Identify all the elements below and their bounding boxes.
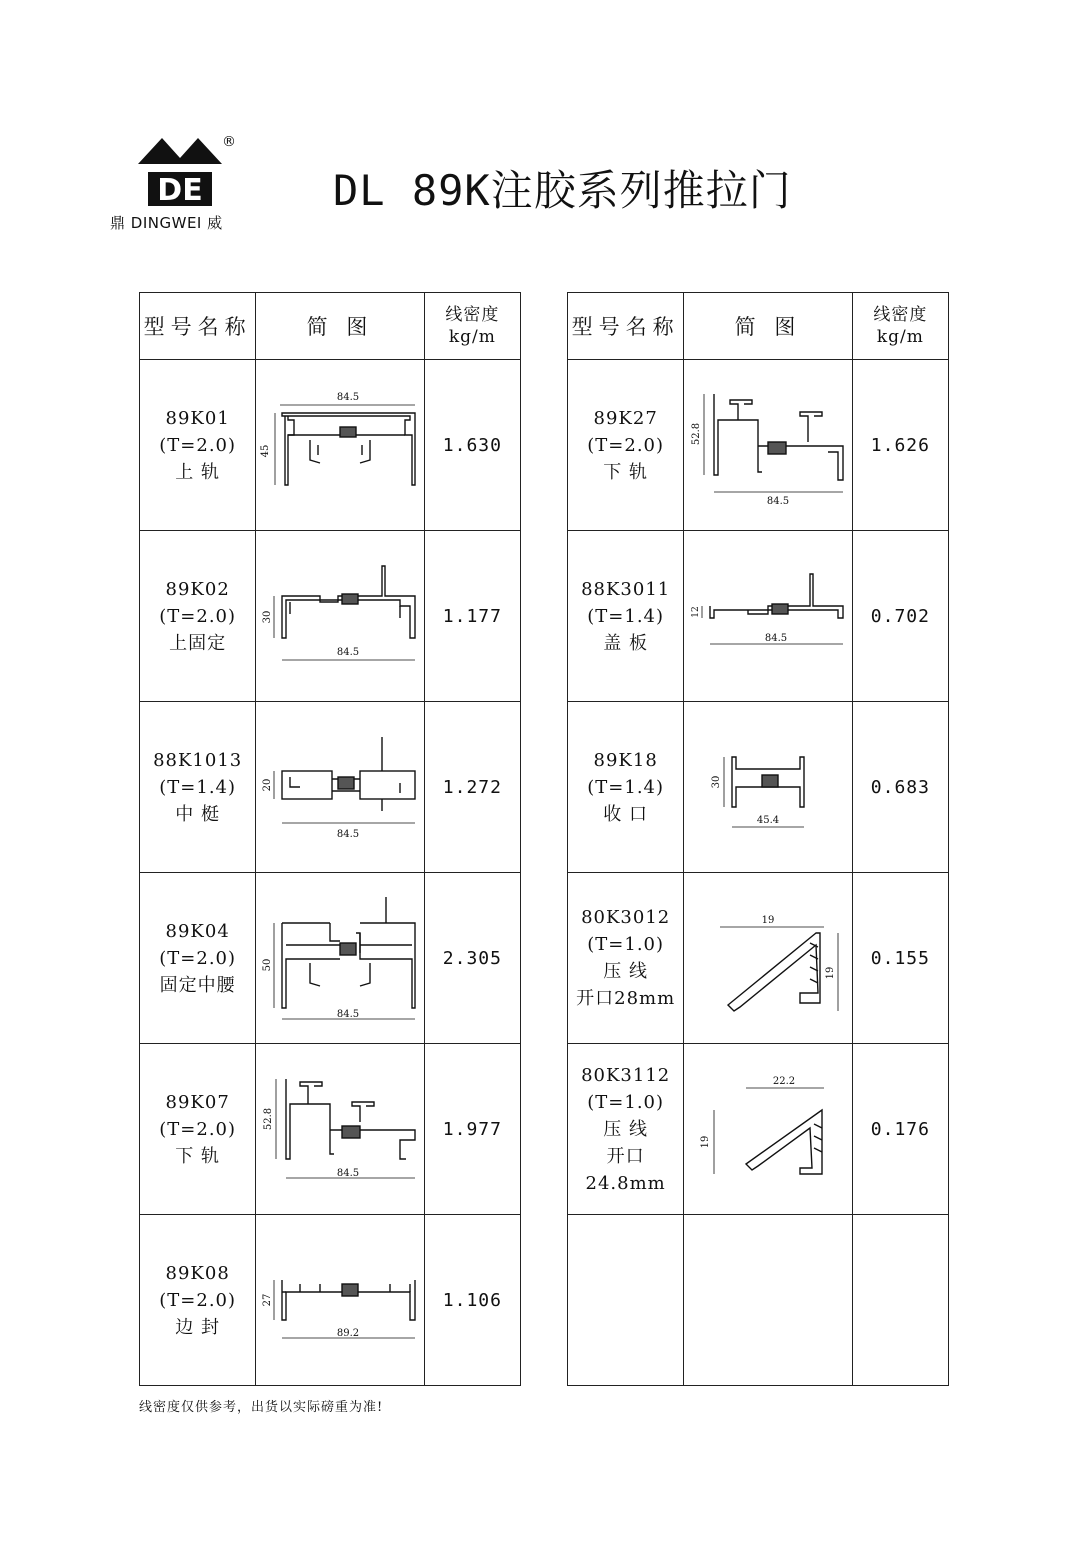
registered-mark: ® xyxy=(222,134,236,150)
table-header-row xyxy=(568,293,949,360)
model-cell: 89K18 (T=1.4) 收 口 xyxy=(568,702,684,873)
table-row xyxy=(140,360,521,531)
density-value: 1.626 xyxy=(852,360,948,531)
density-value: 1.177 xyxy=(424,531,520,702)
table-row xyxy=(140,531,521,702)
svg-text:84.5: 84.5 xyxy=(336,1168,360,1179)
profile-sketch-cell xyxy=(256,1044,424,1215)
profile-sketch-cell xyxy=(256,873,424,1044)
density-value: 1.106 xyxy=(424,1215,520,1386)
svg-text:89.2: 89.2 xyxy=(336,1328,360,1339)
profile-sketch-cell xyxy=(684,531,852,702)
table-row xyxy=(140,1215,521,1386)
density-value: 1.630 xyxy=(424,360,520,531)
svg-text:30: 30 xyxy=(711,775,723,789)
profile-sketch xyxy=(688,380,848,510)
header-sketch: 简 图 xyxy=(256,293,424,360)
density-value: 0.702 xyxy=(852,531,948,702)
density-value: 0.176 xyxy=(852,1044,948,1215)
svg-text:84.5: 84.5 xyxy=(336,392,360,403)
svg-text:19: 19 xyxy=(761,915,775,926)
profile-sketch xyxy=(260,893,420,1023)
profile-sketch xyxy=(260,1240,420,1360)
profile-sketch xyxy=(688,727,848,847)
table-row xyxy=(140,873,521,1044)
model-cell: 80K3012 (T=1.0) 压 线 开口28mm xyxy=(568,873,684,1044)
density-value: 1.272 xyxy=(424,702,520,873)
profile-sketch-cell xyxy=(684,702,852,873)
model-cell xyxy=(568,1215,684,1386)
svg-text:84.5: 84.5 xyxy=(766,496,790,507)
profile-sketch xyxy=(260,1064,420,1194)
header-model: 型号名称 xyxy=(568,293,684,360)
profile-sketch-cell xyxy=(684,873,852,1044)
profile-sketch-cell xyxy=(684,1215,852,1386)
model-cell: 88K3011 (T=1.4) 盖 板 xyxy=(568,531,684,702)
model-cell: 89K01 (T=2.0) 上 轨 xyxy=(140,360,256,531)
table-row xyxy=(568,531,949,702)
svg-text:50: 50 xyxy=(262,958,274,972)
svg-text:84.5: 84.5 xyxy=(336,1009,360,1020)
table-row xyxy=(140,702,521,873)
svg-text:30: 30 xyxy=(262,610,274,624)
density-value xyxy=(852,1215,948,1386)
svg-text:84.5: 84.5 xyxy=(764,633,788,644)
table-row xyxy=(140,1044,521,1215)
svg-text:84.5: 84.5 xyxy=(336,647,360,658)
svg-text:52.8: 52.8 xyxy=(263,1107,275,1131)
profile-sketch-cell xyxy=(256,531,424,702)
svg-text:45.4: 45.4 xyxy=(756,815,780,826)
svg-text:45: 45 xyxy=(260,444,272,458)
page-title: DL 89K注胶系列推拉门 xyxy=(333,166,792,215)
profile-sketch-cell xyxy=(256,360,424,531)
svg-text:12: 12 xyxy=(691,606,702,618)
header-density: 线密度 kg/m xyxy=(852,293,948,360)
table-row xyxy=(568,702,949,873)
header-sketch: 简 图 xyxy=(684,293,852,360)
model-cell: 89K04 (T=2.0) 固定中腰 xyxy=(140,873,256,1044)
svg-text:52.8: 52.8 xyxy=(691,422,703,446)
density-value: 1.977 xyxy=(424,1044,520,1215)
model-cell: 89K27 (T=2.0) 下 轨 xyxy=(568,360,684,531)
density-value: 0.155 xyxy=(852,873,948,1044)
footnote: 线密度仅供参考，出货以实际磅重为准! xyxy=(139,1400,384,1415)
table-row xyxy=(568,873,949,1044)
profile-sketch-cell xyxy=(684,360,852,531)
profile-sketch-cell xyxy=(256,1215,424,1386)
model-cell: 89K02 (T=2.0) 上固定 xyxy=(140,531,256,702)
profile-table-right xyxy=(567,292,949,1386)
density-value: 2.305 xyxy=(424,873,520,1044)
svg-text:19: 19 xyxy=(825,966,837,980)
logo-brand-text: 鼎 DINGWEI 威 xyxy=(110,214,223,232)
profile-sketch xyxy=(688,556,848,676)
svg-text:19: 19 xyxy=(700,1135,712,1149)
table-row xyxy=(568,1215,949,1386)
density-value: 0.683 xyxy=(852,702,948,873)
profile-sketch xyxy=(260,727,420,847)
profile-sketch xyxy=(688,1064,848,1194)
table-row xyxy=(568,1044,949,1215)
model-cell: 80K3112 (T=1.0) 压 线 开口24.8mm xyxy=(568,1044,684,1215)
svg-text:22.2: 22.2 xyxy=(772,1076,796,1087)
table-header-row xyxy=(140,293,521,360)
profile-sketch xyxy=(260,556,420,676)
table-row xyxy=(568,360,949,531)
profile-sketch-cell xyxy=(684,1044,852,1215)
svg-text:20: 20 xyxy=(262,778,274,792)
model-cell: 89K07 (T=2.0) 下 轨 xyxy=(140,1044,256,1215)
model-cell: 89K08 (T=2.0) 边 封 xyxy=(140,1215,256,1386)
profile-sketch xyxy=(260,385,420,505)
model-cell: 88K1013 (T=1.4) 中 梃 xyxy=(140,702,256,873)
profile-sketch-cell xyxy=(256,702,424,873)
svg-text:84.5: 84.5 xyxy=(336,829,360,840)
svg-text:DE: DE xyxy=(157,173,203,208)
header-density: 线密度 kg/m xyxy=(424,293,520,360)
svg-text:27: 27 xyxy=(262,1293,274,1307)
header-model: 型号名称 xyxy=(140,293,256,360)
profile-sketch xyxy=(688,893,848,1023)
profile-table-left xyxy=(139,292,521,1386)
